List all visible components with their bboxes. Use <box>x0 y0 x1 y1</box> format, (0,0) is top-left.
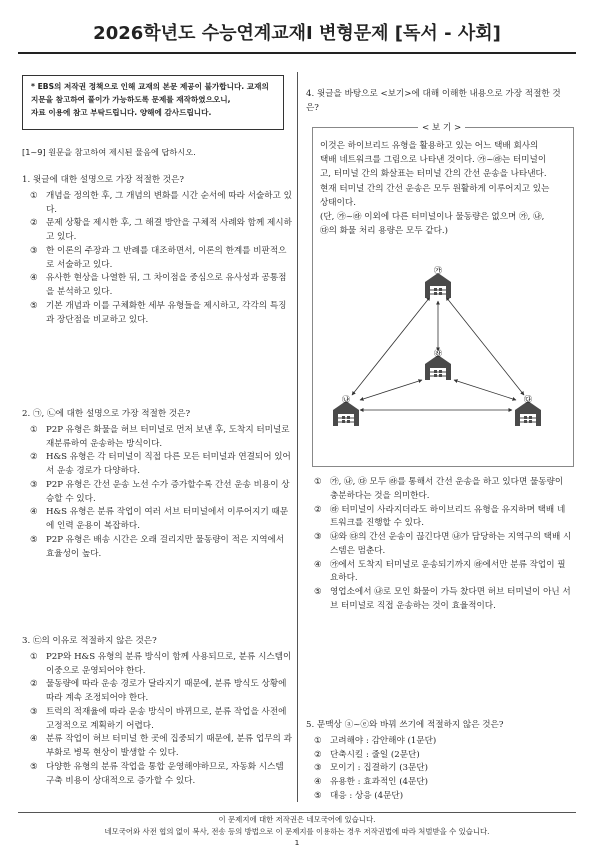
terminal-center-icon <box>425 355 451 380</box>
terminal-right-icon <box>515 401 541 426</box>
title-rule <box>18 52 576 54</box>
option[interactable]: ③ ㉯와 ㉰의 간선 운송이 끊긴다면 ㉯가 담당하는 지역구의 택배 시스템은 멈춘다. <box>314 532 572 556</box>
terminal-label-top: ㉮ <box>434 266 442 275</box>
bogi-text <box>320 139 568 238</box>
route-arrow <box>360 380 422 400</box>
terminal-label-right: ㉰ <box>524 395 532 404</box>
option[interactable]: ④ H&S 유형은 분류 작업이 여러 서브 터미널에서 이루어지기 때문에 인력 운용이 복잡하다. <box>30 507 289 531</box>
route-arrow <box>454 380 516 400</box>
option[interactable]: ② H&S 유형은 각 터미널이 직접 다른 모든 터미널과 연결되어 있어서 운송 경로가 다양하다. <box>30 452 291 476</box>
option[interactable]: ③ 모이기 : 집결하기 (3문단) <box>314 763 428 774</box>
page-number: 1 <box>294 838 300 847</box>
footer-rule <box>18 812 576 813</box>
terminal-left-icon <box>333 401 359 426</box>
option[interactable]: ⑤ 기본 개념과 이를 구체화한 세부 유형들을 제시하고, 각각의 특징과 장단점을 비교하고 있다. <box>30 300 287 325</box>
option[interactable]: ① P2P와 H&S 유형의 분류 방식이 함께 사용되므로, 분류 시스템이 이중으로 운영되어야 한다. <box>30 651 292 676</box>
question-stem: 4. 윗글을 바탕으로 <보기>에 대해 이해한 내용으로 가장 적절한 것은? <box>306 89 561 113</box>
bogi-line: 상태이다. <box>320 197 356 208</box>
notice-line: 지문을 참고하여 풀이가 가능하도록 문제를 재작하였으오니, <box>31 94 231 104</box>
option[interactable]: ③ P2P 유형은 간선 운송 노선 수가 증가할수록 간선 운송 비용이 상승할 수 있다. <box>30 479 290 504</box>
question-stem: 3. ㉢의 이유로 적절하지 않은 것은? <box>22 636 157 646</box>
terminal-top-icon <box>425 273 451 298</box>
bogi-label: < 보 기 > <box>418 122 465 136</box>
terminal-label-left: ㉯ <box>342 395 350 404</box>
option[interactable]: ⑤ 영업소에서 ㉯로 모인 화물이 가득 찼다면 허브 터미널이 아닌 서브 터미널로 직접 운송하는 것이 효율적이다. <box>314 587 571 611</box>
question-4 <box>306 88 572 118</box>
option[interactable]: ⑤ 대응 : 상응 (4문단) <box>314 790 404 801</box>
bogi-line: 고, 터미널 간의 화살표는 터미널 간의 간선 운송을 나타낸다. <box>320 169 547 180</box>
option[interactable]: ① P2P 유형은 화물을 허브 터미널로 먼저 보낸 후, 도착지 터미널로 재분류하여 운송하는 방식이다. <box>30 424 290 449</box>
option[interactable]: ② 물동량에 따라 운송 경로가 달라지기 때문에, 분류 방식도 상황에 따라 계속 조정되어야 한다. <box>30 679 287 703</box>
question-1 <box>22 174 292 327</box>
option[interactable]: ③ 트럭의 적재율에 따라 운송 방식이 바뀌므로, 분류 작업을 사전에 고정적으로 계획하기 어렵다. <box>30 706 287 731</box>
question-5 <box>306 719 572 804</box>
option[interactable]: ⑤ 다양한 유형의 분류 작업을 통합 운영해야하므로, 자동화 시스템 구축 비용이 상대적으로 증가할 수 있다. <box>30 761 284 786</box>
question-stem: 1. 윗글에 대한 설명으로 가장 적절한 것은? <box>22 175 185 185</box>
question-2 <box>22 408 292 561</box>
option[interactable]: ④ ㉮에서 도착지 터미널로 운송되기까지 ㉱에서만 분류 작업이 필요하다. <box>314 559 566 584</box>
option[interactable]: ④ 유용한 : 효과적인 (4문단) <box>314 777 428 787</box>
copyright-notice <box>22 75 284 130</box>
question-4-options <box>306 476 572 614</box>
page-title: 2026학년도 수능연계교재Ⅰ 변형문제 [독서 - 사회] <box>93 23 501 44</box>
route-arrow <box>446 297 524 395</box>
bogi-line: 이것은 하이브리드 유형을 활용하고 있는 어느 택배 회사의 <box>320 141 539 151</box>
option[interactable]: ⑤ P2P 유형은 배송 시간은 오래 걸리지만 물동량이 적은 지역에서 효율성이 높다. <box>30 534 285 559</box>
option[interactable]: ① 개념을 정의한 후, 그 개념의 변화를 시간 순서에 따라 서술하고 있다. <box>30 190 292 215</box>
footer-warning: 네모국어와 사전 협의 없이 복사, 전송 등의 방법으로 이 문제지를 이용하는 경우 저작권법에 따라 처벌받을 수 있습니다. <box>104 827 490 836</box>
bogi-line: 택배 네트워크를 그림으로 나타낸 것이다. ㉮~㉱는 터미널이 <box>320 155 547 166</box>
bogi-line: ㉰의 화물 처리 용량은 모두 같다.) <box>320 226 448 237</box>
route-arrow <box>352 297 430 395</box>
question-stem: 5. 문맥상 ⓐ~ⓔ와 바꿔 쓰기에 적절하지 않은 것은? <box>306 720 504 730</box>
question-stem: 2. ㉠, ㉡에 대한 설명으로 가장 적절한 것은? <box>22 409 191 419</box>
terminal-label-center: ㉱ <box>434 349 442 358</box>
option[interactable]: ④ 분류 작업이 허브 터미널 한 곳에 집중되기 때문에, 분류 업무의 과부화로 병목 현상이 발생할 수 있다. <box>30 734 292 758</box>
terminal-network-diagram <box>312 255 574 465</box>
bogi-line: 현재 터미널 간의 간선 운송은 모두 원활하게 이루어지고 있는 <box>320 183 550 194</box>
footer-copyright: 이 문제지에 대한 저작권은 네모국어에 있습니다. <box>218 815 376 824</box>
bogi-line: (단, ㉮~㉱ 이외에 다른 터미널이나 물동량은 없으며 ㉮, ㉯, <box>320 211 545 222</box>
notice-line: 자료 이용에 참고 부탁드립니다. 양해에 감사드립니다. <box>31 107 212 117</box>
option[interactable]: ② 단축시킬 : 줄일 (2문단) <box>314 749 420 760</box>
option[interactable]: ① ㉮, ㉯, ㉰ 모두 ㉱를 통해서 간선 운송을 하고 있다면 물동량이 충분하다는 것을 의미한다. <box>314 477 564 501</box>
option[interactable]: ③ 한 이론의 주장과 그 반례를 대조하면서, 이론의 한계를 비판적으로 서술하고 있다. <box>30 245 287 270</box>
option[interactable]: ② ㉱ 터미널이 사라지더라도 하이브리드 유형을 유지하며 택배 네트워크를 진행할 수 있다. <box>314 504 566 529</box>
notice-line: * EBS의 저작권 정책으로 인해 교재의 본문 제공이 불가합니다. 교재의 <box>31 82 269 91</box>
column-divider <box>297 72 298 802</box>
option[interactable]: ① 고려해야 : 감안해야 (1문단) <box>314 735 437 746</box>
option[interactable]: ④ 유사한 현상을 나열한 뒤, 그 차이점을 중심으로 유사성과 공통점을 분석하고 있다. <box>30 273 287 297</box>
instruction: [1~9] 원문을 참고하여 제시된 물음에 답하시오. <box>22 147 196 157</box>
question-3 <box>22 635 292 788</box>
option[interactable]: ② 문제 상황을 제시한 후, 그 해결 방안을 구체적 사례와 함께 제시하고 있다. <box>30 218 292 242</box>
